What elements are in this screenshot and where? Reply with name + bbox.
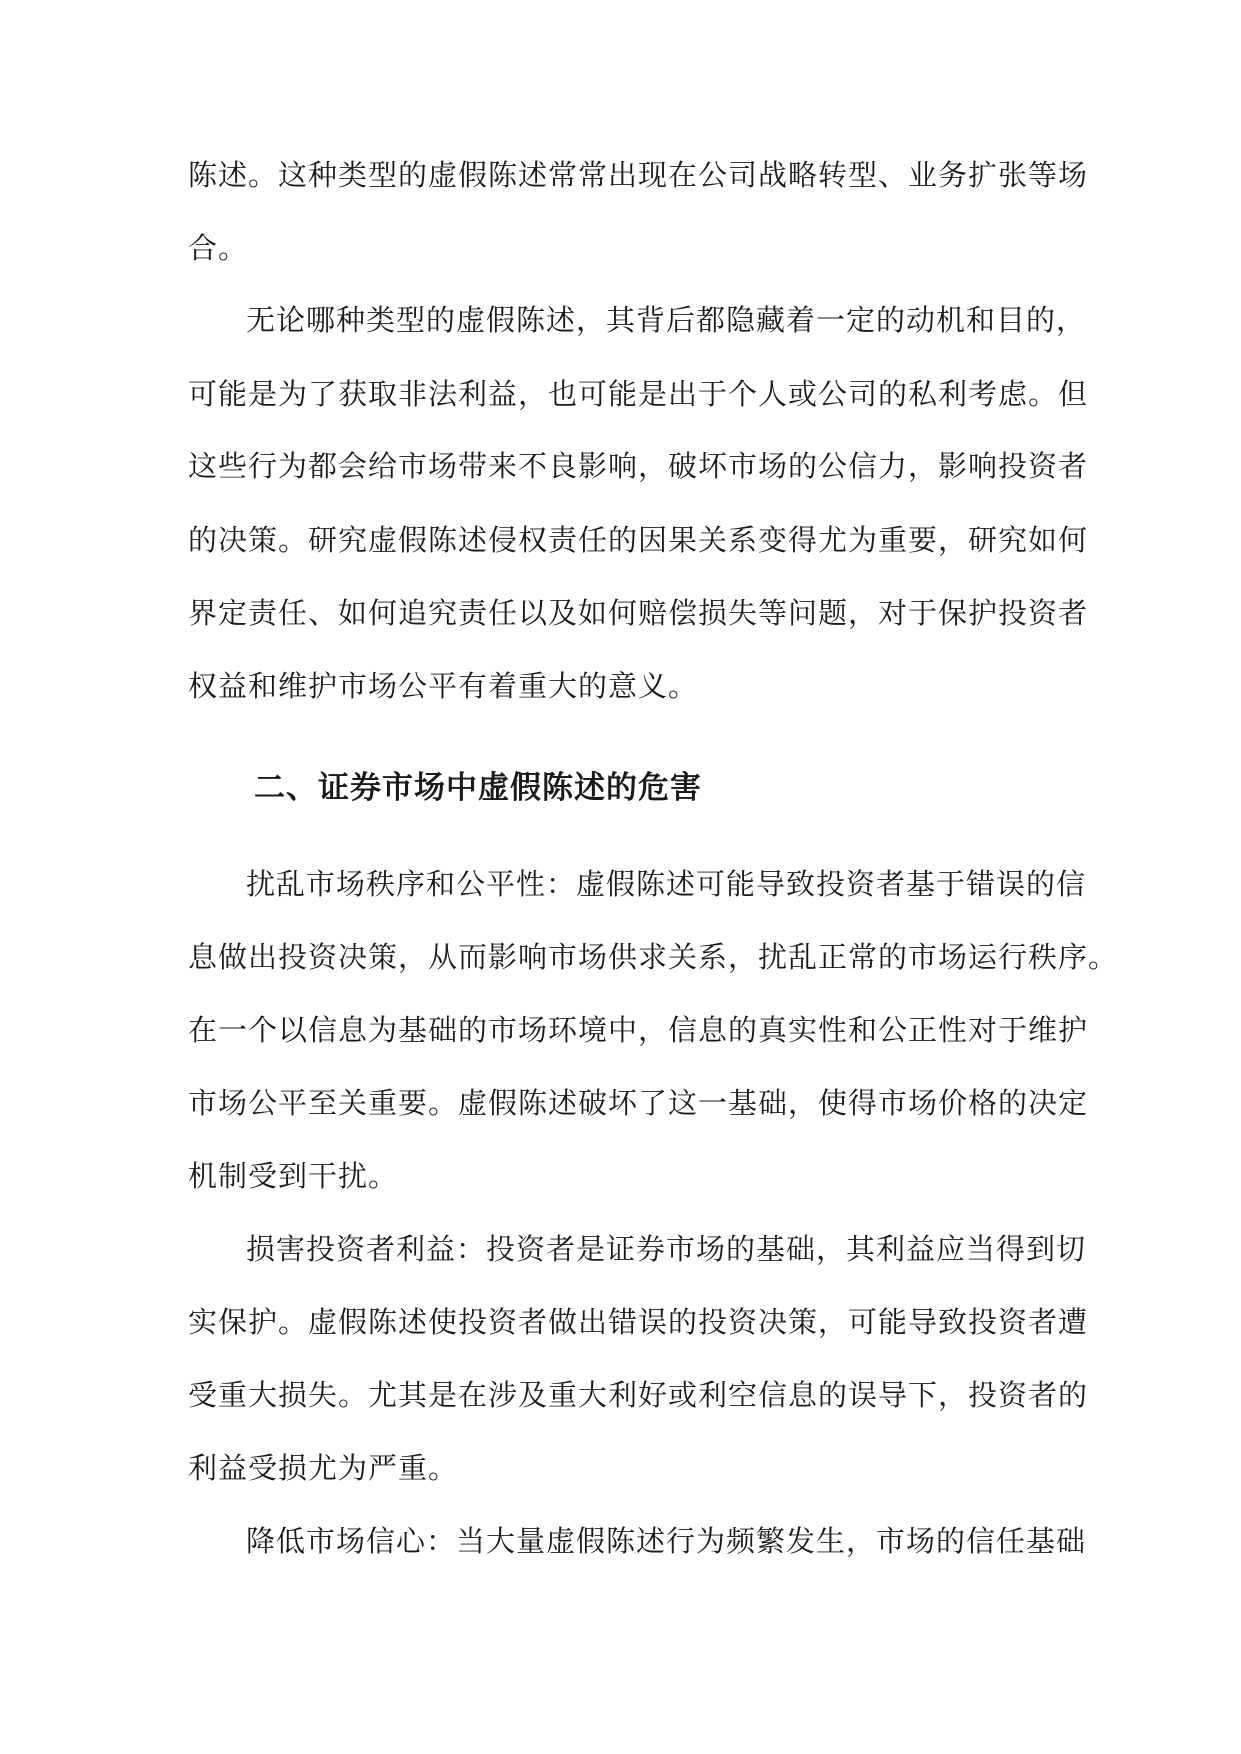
paragraph-line: 的决策。研究虚假陈述侵权责任的因果关系变得尤为重要，研究如何 (188, 523, 1089, 557)
section-heading: 二、证券市场中虚假陈述的危害 (254, 770, 702, 806)
paragraph-line: 界定责任、如何追究责任以及如何赔偿损失等问题，对于保护投资者 (188, 596, 1089, 630)
paragraph-line: 这些行为都会给市场带来不良影响，破坏市场的公信力，影响投资者 (188, 449, 1089, 483)
paragraph-line: 在一个以信息为基础的市场环境中，信息的真实性和公正性对于维护 (188, 1013, 1089, 1047)
paragraph-line: 利益受损尤为严重。 (188, 1451, 459, 1485)
paragraph-line: 无论哪种类型的虚假陈述，其背后都隐藏着一定的动机和目的， (246, 303, 1087, 337)
paragraph-line: 受重大损失。尤其是在涉及重大利好或利空信息的误导下，投资者的 (188, 1378, 1089, 1412)
paragraph-line: 合。 (188, 231, 249, 265)
paragraph-line: 息做出投资决策，从而影响市场供求关系，扰乱正常的市场运行秩序。 (188, 940, 1119, 974)
paragraph-line: 可能是为了获取非法利益，也可能是出于个人或公司的私利考虑。但 (188, 377, 1089, 411)
paragraph-line: 扰乱市场秩序和公平性：虚假陈述可能导致投资者基于错误的信 (246, 867, 1087, 901)
paragraph-line: 权益和维护市场公平有着重大的意义。 (188, 669, 699, 703)
paragraph-line: 市场公平至关重要。虚假陈述破坏了这一基础，使得市场价格的决定 (188, 1086, 1089, 1120)
paragraph-line: 机制受到干扰。 (188, 1159, 399, 1193)
paragraph-line: 实保护。虚假陈述使投资者做出错误的投资决策，可能导致投资者遭 (188, 1305, 1089, 1339)
paragraph-line: 降低市场信心：当大量虚假陈述行为频繁发生，市场的信任基础 (246, 1524, 1087, 1558)
paragraph-line: 陈述。这种类型的虚假陈述常常出现在公司战略转型、业务扩张等场 (188, 158, 1089, 192)
paragraph-line: 损害投资者利益：投资者是证券市场的基础，其利益应当得到切 (246, 1232, 1087, 1266)
